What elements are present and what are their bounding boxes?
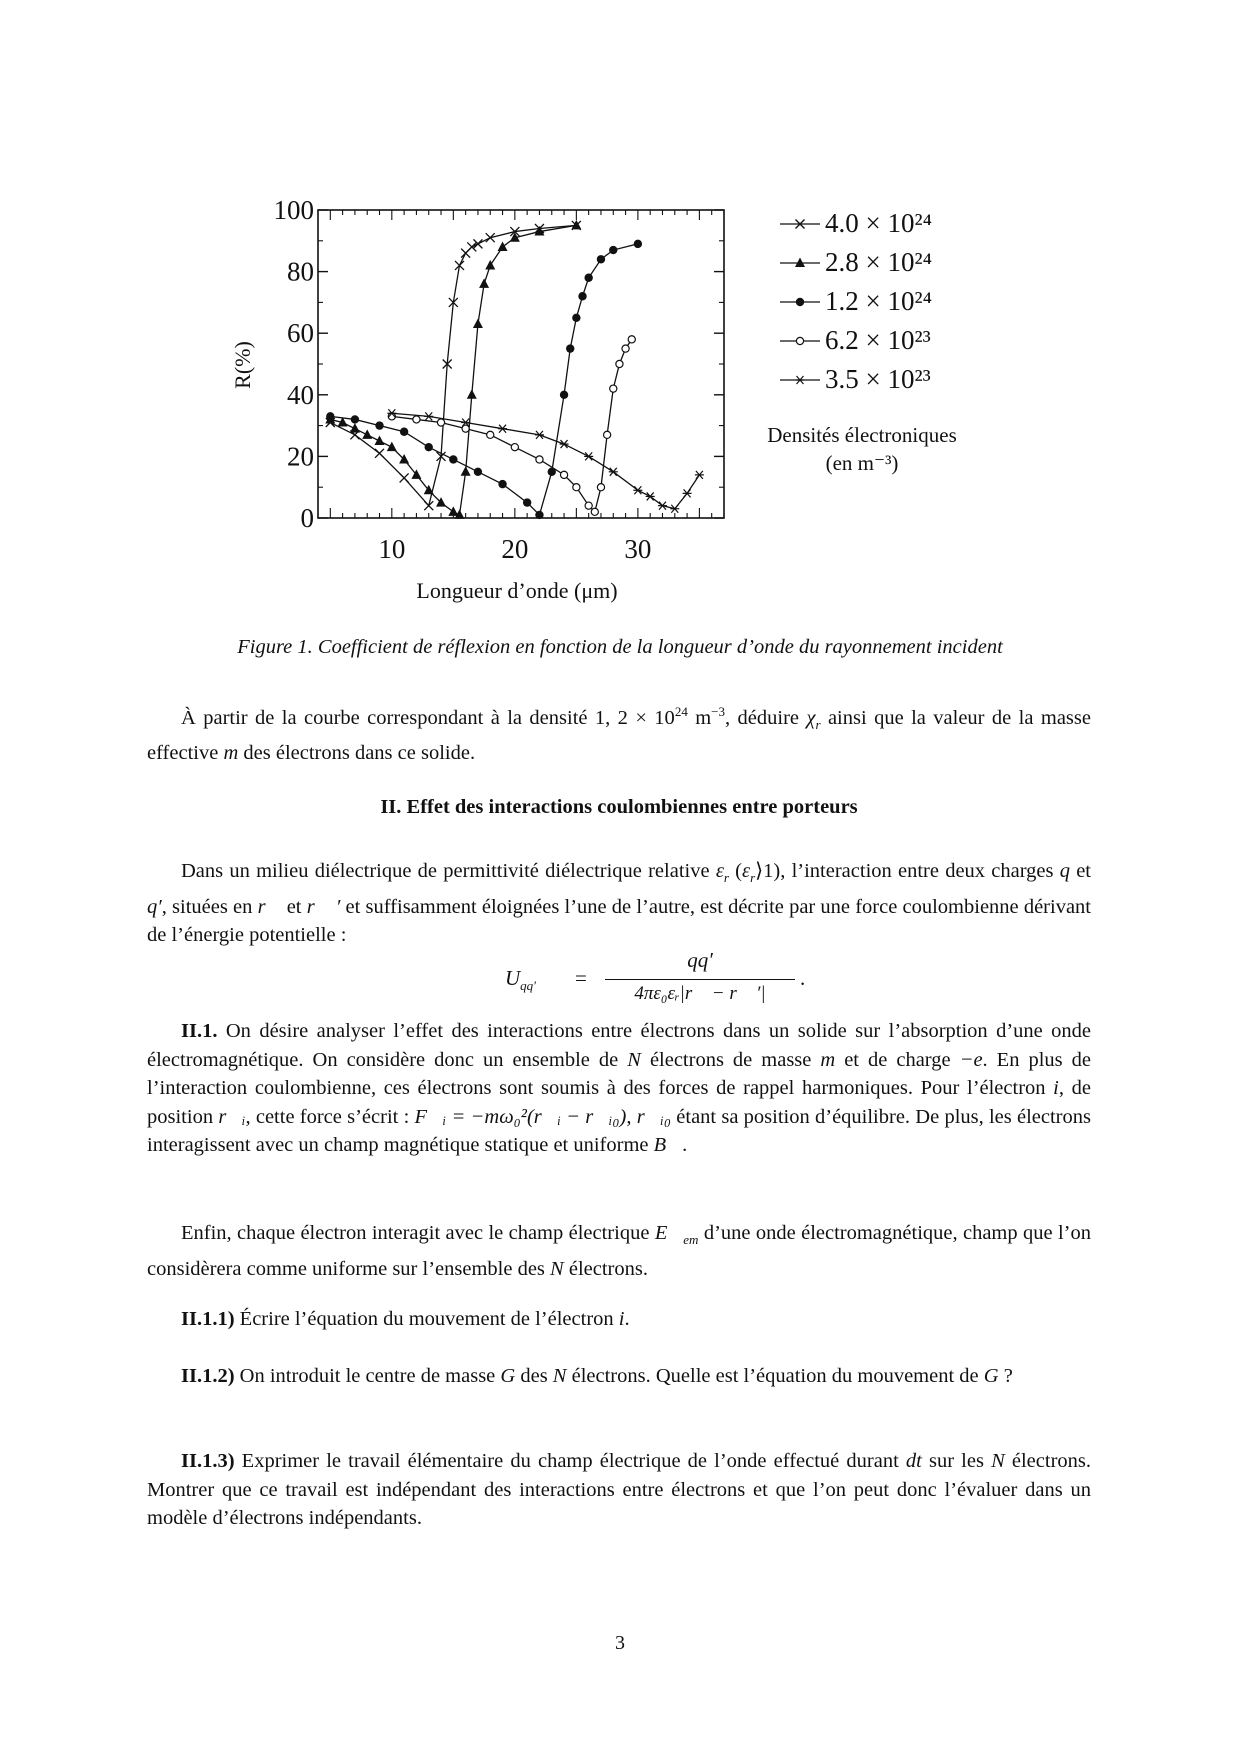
x-axis-label: Longueur d’onde (μm) <box>416 578 618 603</box>
data-point <box>572 314 580 322</box>
marker-ring <box>585 502 592 509</box>
marker-ring <box>597 484 604 491</box>
p1-d: ainsi que la valeur de la masse effective <box>147 706 1091 765</box>
marker-triangle <box>498 241 508 251</box>
series-layer <box>325 220 704 519</box>
marker-ring <box>413 416 420 423</box>
p4-N: N <box>550 1257 564 1280</box>
marker-ring <box>796 337 803 344</box>
p2-eps-sub: r <box>723 870 729 886</box>
legend-label: 2.8 × 10²⁴ <box>825 247 932 277</box>
p2-c: ⟩1), l’interaction entre deux charges <box>755 860 1060 882</box>
p3-force: F⃗ᵢ = −mω₀²(r⃗ᵢ − r⃗ᵢ₀) <box>414 1105 627 1128</box>
p3-h: étant sa position d’équilibre. De plus, les électrons interagissent avec un champ magnétique statique et uniforme <box>147 1105 1091 1156</box>
reflection-chart <box>0 180 1240 620</box>
series-line <box>392 339 632 511</box>
data-point <box>628 336 635 343</box>
p3-ri0: r⃗ᵢ₀ <box>636 1105 672 1128</box>
marker-dot <box>634 240 642 248</box>
data-point <box>560 440 569 448</box>
q3-b: sur les <box>921 1450 992 1472</box>
marker-ring <box>536 456 543 463</box>
marker-triangle <box>387 442 397 452</box>
data-point <box>400 473 409 482</box>
data-point <box>609 468 618 476</box>
marker-triangle <box>479 278 489 288</box>
data-point <box>351 415 359 423</box>
series-line <box>330 225 576 515</box>
marker-triangle <box>375 436 385 446</box>
paragraph-em-field <box>147 1219 1091 1283</box>
legend-label: 1.2 × 10²⁴ <box>825 286 932 316</box>
data-point <box>795 258 805 268</box>
marker-ring <box>616 360 623 367</box>
p2-e: , situées en <box>161 895 258 918</box>
p2-b: ( <box>728 860 743 882</box>
data-point <box>591 508 598 515</box>
marker-triangle <box>362 429 372 439</box>
data-point <box>633 486 642 494</box>
legend <box>780 208 932 394</box>
q2-b: des <box>515 1365 553 1387</box>
series-1 <box>326 221 581 510</box>
coulomb-potential-formula <box>500 948 806 1008</box>
data-point <box>498 241 508 251</box>
data-point <box>535 511 543 519</box>
data-point <box>658 502 667 510</box>
data-point <box>670 505 679 513</box>
legend-label: 6.2 × 10²³ <box>825 325 931 355</box>
formula-numerator: qq′ <box>687 948 713 972</box>
page-number: 3 <box>615 1632 625 1654</box>
q1-label: II.1.1) <box>181 1308 235 1330</box>
marker-dot <box>449 455 457 463</box>
data-point <box>437 419 444 426</box>
plot-frame <box>318 210 724 518</box>
marker-dot <box>523 498 531 506</box>
paragraph-dielectric <box>147 857 1091 950</box>
marker-ring <box>487 431 494 438</box>
data-point <box>424 412 433 420</box>
p1-a: À partir de la courbe correspondant à la densité 1, 2 × 10 <box>181 706 675 729</box>
marker-dot <box>578 292 586 300</box>
p3-f: , cette force s’écrit : <box>245 1105 415 1128</box>
formula-eq: = <box>575 966 587 990</box>
q3-N: N <box>991 1450 1005 1472</box>
data-point <box>695 471 704 479</box>
y-tick-label: 0 <box>300 503 314 533</box>
q2-N: N <box>552 1365 567 1387</box>
data-point <box>413 416 420 423</box>
marker-triangle <box>448 506 458 515</box>
data-point <box>616 360 623 367</box>
q1-a: Écrire l’équation du mouvement de l’électron <box>234 1308 619 1330</box>
y-axis-label: R(%) <box>230 341 255 389</box>
data-point <box>597 255 605 263</box>
data-point <box>646 492 655 500</box>
marker-dot <box>375 421 383 429</box>
y-tick-label: 40 <box>287 379 314 410</box>
data-point <box>560 471 567 478</box>
marker-triangle <box>795 258 805 268</box>
y-tick-label: 20 <box>287 441 314 472</box>
p3-B: B⃗ <box>653 1134 683 1156</box>
p3-c: et de charge <box>835 1048 960 1071</box>
legend-entry <box>780 286 932 316</box>
marker-dot <box>796 298 804 306</box>
p3-i: i <box>1053 1077 1059 1099</box>
marker-dot <box>425 443 433 451</box>
series-4 <box>388 336 635 516</box>
question-II-1-2 <box>147 1362 1091 1391</box>
question-II-1-3 <box>147 1447 1091 1533</box>
data-point <box>485 260 495 270</box>
marker-dot <box>351 415 359 423</box>
marker-triangle <box>485 260 495 270</box>
legend-label: 4.0 × 10²⁴ <box>825 208 932 238</box>
formula-denominator: 4πε₀εᵣ|r⃗ − r⃗ ′| <box>634 983 766 1004</box>
q2-G: G <box>500 1365 516 1387</box>
p3-i2: . <box>682 1134 688 1156</box>
data-point <box>425 443 433 451</box>
p1-c: , déduire <box>725 706 807 729</box>
p3-g: , <box>626 1105 637 1128</box>
data-point <box>474 468 482 476</box>
p1-exp1: 24 <box>674 704 688 719</box>
data-point <box>604 431 611 438</box>
marker-ring <box>591 508 598 515</box>
data-point <box>578 292 586 300</box>
data-point <box>326 412 334 420</box>
q3-label: II.1.3) <box>181 1450 235 1472</box>
marker-dot <box>535 511 543 519</box>
marker-ring <box>511 444 518 451</box>
data-point <box>566 344 574 352</box>
marker-dot <box>400 428 408 436</box>
p2-eps2-sub: r <box>750 870 756 886</box>
p1-chi: χ <box>806 706 816 729</box>
q2-a: On introduit le centre de masse <box>234 1365 501 1387</box>
data-point <box>535 431 544 439</box>
marker-ring <box>628 336 635 343</box>
data-point <box>400 428 408 436</box>
marker-dot <box>609 246 617 254</box>
figure-caption: Figure 1. Coefficient de réflexion en fonction de la longueur d’onde du rayonnement incident <box>237 636 1003 658</box>
legend-entry <box>780 325 931 355</box>
marker-ring <box>622 345 629 352</box>
q3-dt: dt <box>905 1450 922 1472</box>
y-tick-label: 80 <box>287 256 314 287</box>
p4-a: Enfin, chaque électron interagit avec le champ électrique <box>181 1222 655 1244</box>
legend-entry <box>780 364 931 394</box>
data-point <box>487 431 494 438</box>
p2-q: q <box>1059 860 1070 882</box>
marker-ring <box>604 431 611 438</box>
marker-triangle <box>467 389 477 399</box>
data-point <box>448 506 458 515</box>
data-point <box>498 425 507 433</box>
q2-label: II.1.2) <box>181 1365 235 1387</box>
formula-fraction-bar <box>605 979 795 980</box>
data-point <box>511 444 518 451</box>
formula-end: . <box>800 966 806 990</box>
marker-dot <box>597 255 605 263</box>
data-point <box>449 455 457 463</box>
marker-dot <box>560 391 568 399</box>
data-point <box>375 436 385 446</box>
marker-dot <box>326 412 334 420</box>
marker-ring <box>573 484 580 491</box>
data-point <box>584 274 592 282</box>
data-point <box>622 345 629 352</box>
p4-E-sub: em <box>683 1232 699 1248</box>
p1-exp2: −3 <box>711 704 726 719</box>
q2-c: électrons. Quelle est l’équation du mouvement de <box>566 1365 984 1387</box>
p2-g: et suffisamment éloignées l’une de l’autre, est décrite par une force coulombienne dérivant de l’énergie potentielle : <box>147 895 1091 947</box>
data-point <box>479 278 489 288</box>
data-point <box>634 240 642 248</box>
data-point <box>796 337 803 344</box>
paragraph-density-question <box>147 698 1091 768</box>
marker-dot <box>498 480 506 488</box>
p2-rp: r⃗ ′ <box>306 895 341 918</box>
marker-triangle <box>350 423 360 433</box>
data-point <box>683 489 692 497</box>
legend-entry <box>780 208 932 238</box>
data-point <box>473 318 483 328</box>
q2-G2: G <box>983 1365 999 1387</box>
data-point <box>573 484 580 491</box>
p2-r: r⃗ <box>257 895 282 918</box>
p1-chi-sub: r <box>815 716 821 732</box>
q3-a: Exprimer le travail élémentaire du champ électrique de l’onde effectué durant <box>234 1450 906 1472</box>
data-point <box>560 391 568 399</box>
q3-c: électrons. Montrer que ce travail est indépendant des interactions entre électrons et que l’on peut donc l’évaluer dans un modèle d’électrons indépendants. <box>147 1450 1092 1529</box>
marker-dot <box>474 468 482 476</box>
question-II-1-1 <box>147 1305 1091 1334</box>
p4-b: d’une onde électromagnétique, champ que l’on considèrera comme uniforme sur l’ensemble des <box>147 1222 1091 1280</box>
data-point <box>362 429 372 439</box>
p3-m: m <box>820 1048 836 1071</box>
y-tick-label: 60 <box>287 318 314 349</box>
data-point <box>467 389 477 399</box>
data-point <box>375 449 384 458</box>
q2-d: ? <box>998 1365 1013 1387</box>
p3-e: −e <box>959 1048 983 1071</box>
data-point <box>796 298 804 306</box>
y-tick-label: 100 <box>273 195 314 225</box>
legend-label: 3.5 × 10²³ <box>825 364 931 394</box>
data-point <box>609 246 617 254</box>
marker-ring <box>437 419 444 426</box>
marker-ring <box>610 385 617 392</box>
marker-dot <box>566 344 574 352</box>
p4-c: électrons. <box>563 1257 648 1280</box>
p2-qp: q′ <box>147 895 162 918</box>
data-point <box>597 484 604 491</box>
marker-ring <box>560 471 567 478</box>
p2-eps: ε <box>715 860 724 882</box>
data-point <box>584 452 593 460</box>
p4-E: E⃗ <box>654 1222 684 1244</box>
legend-entry <box>780 247 932 277</box>
marker-dot <box>572 314 580 322</box>
section-title: II. Effet des interactions coulombiennes entre porteurs <box>380 796 858 818</box>
paragraph-II-1 <box>147 1017 1091 1160</box>
data-point <box>498 480 506 488</box>
p2-f: et <box>281 895 307 918</box>
data-point <box>610 385 617 392</box>
x-tick-label: 30 <box>624 534 652 564</box>
data-point <box>796 376 805 384</box>
x-tick-label: 10 <box>378 534 406 564</box>
legend-unit: (en m⁻³) <box>825 451 899 475</box>
data-point <box>424 501 433 510</box>
x-tick-label: 20 <box>501 534 529 564</box>
p3-a: On désire analyser l’effet des interactions entre électrons dans un solide sur l’absorption d’une onde électromagnétique. On considère donc un ensemble de <box>147 1020 1091 1071</box>
p1-e: des électrons dans ce solide. <box>238 742 476 765</box>
data-point <box>387 442 397 452</box>
figure-1 <box>0 180 1240 620</box>
data-point <box>523 498 531 506</box>
formula-lhs-sub: qq′ <box>520 978 537 994</box>
p2-eps2: ε <box>742 860 751 882</box>
p3-e2: , de position <box>147 1077 1091 1128</box>
data-point <box>585 502 592 509</box>
q1-i: i <box>618 1308 625 1330</box>
series-2 <box>325 220 581 519</box>
p1-m: m <box>223 742 239 765</box>
data-point <box>486 233 495 242</box>
p3-N: N <box>627 1048 641 1071</box>
data-point <box>350 423 360 433</box>
marker-triangle <box>473 318 483 328</box>
p1-b: m <box>687 706 712 729</box>
legend-title: Densités électroniques <box>767 423 957 447</box>
p3-b: électrons de masse <box>640 1048 821 1071</box>
q1-b: . <box>624 1308 630 1330</box>
formula-lhs: U <box>505 966 521 990</box>
p3-label: II.1. <box>181 1020 218 1042</box>
p2-d: et <box>1069 860 1092 882</box>
data-point <box>375 421 383 429</box>
p3-d: . En plus de l’interaction coulombienne, ces électrons sont soumis à des forces de rappel harmoniques. Pour l’électron <box>147 1048 1091 1099</box>
data-point <box>536 456 543 463</box>
marker-dot <box>584 274 592 282</box>
p3-ri: r⃗ᵢ <box>218 1105 246 1128</box>
p2-a: Dans un milieu diélectrique de permittivité diélectrique relative <box>181 860 716 882</box>
